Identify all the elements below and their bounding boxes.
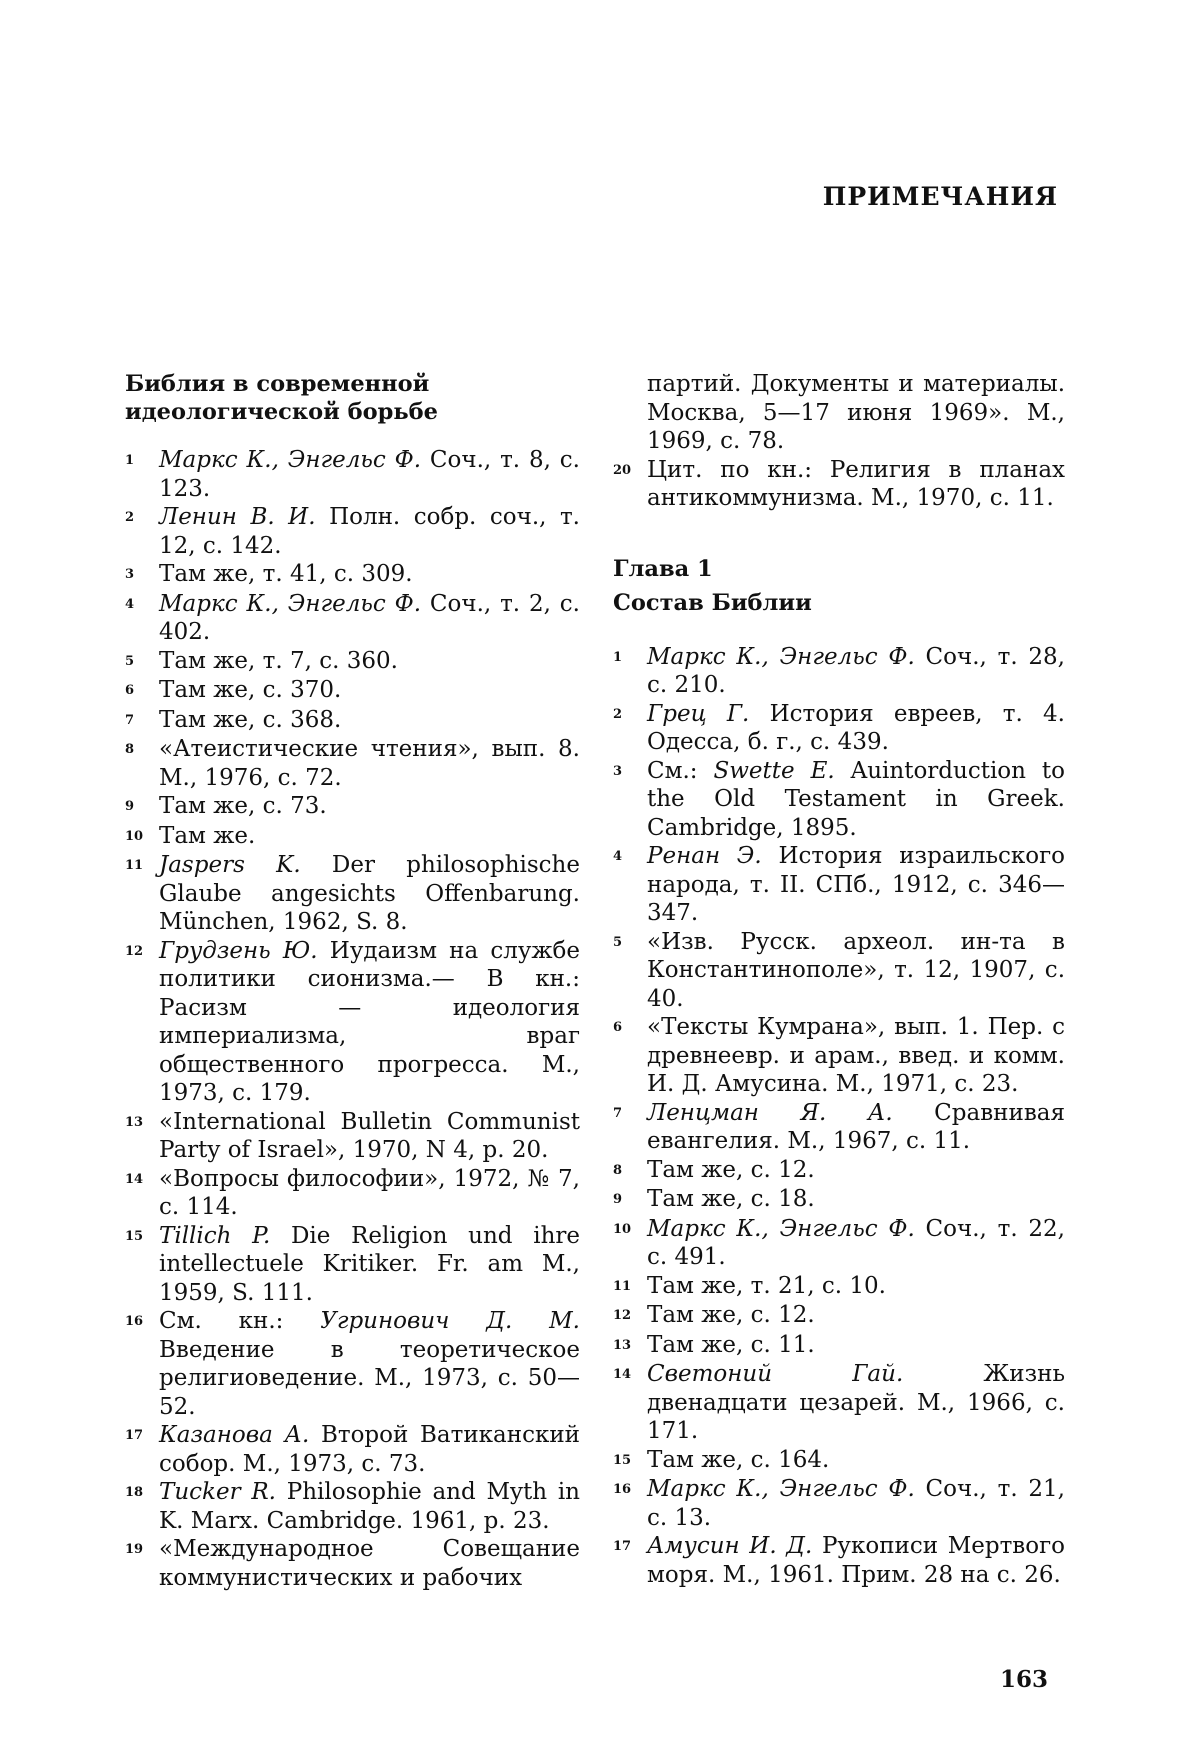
footnote-body: Жизнь двенадцати цезарей. М., 1966, с. 171.	[647, 1361, 1065, 1444]
footnote-author: Маркс К., Энгельс Ф.	[159, 447, 422, 473]
footnote	[125, 706, 580, 736]
footnote-text	[647, 1156, 1065, 1185]
footnote-number: 5	[613, 934, 623, 950]
footnote	[613, 928, 1065, 1014]
footnote	[613, 1185, 1065, 1215]
footnote-body: Там же, с. 164.	[647, 1446, 830, 1473]
footnote-body: История израильского народа, т. II. СПб., 1912, с. 346—347.	[647, 843, 1066, 926]
footnote	[613, 700, 1065, 757]
chapter-title: Состав Библии	[613, 589, 812, 616]
footnote-text	[159, 706, 580, 735]
footnote	[613, 1301, 1065, 1331]
footnote-number: 18	[125, 1485, 144, 1500]
footnote-text	[647, 700, 1065, 757]
footnote-body: Соч., т. 2, с. 402.	[159, 590, 580, 645]
footnote-text	[647, 1099, 1065, 1156]
footnote-number: 2	[613, 706, 623, 722]
footnote-body: Там же, с. 12.	[647, 1156, 815, 1183]
footnote-body: Соч., т. 22, с. 491.	[647, 1215, 1065, 1270]
footnote-text	[159, 1222, 580, 1308]
footnote-number: 19	[125, 1542, 144, 1557]
footnote-text	[159, 735, 580, 792]
footnote-body: Auintorduction to the Old Testament in Greek. Cambridge, 1895.	[647, 757, 1065, 841]
footnote-text	[647, 1475, 1065, 1532]
footnote-number: 15	[613, 1452, 632, 1468]
footnote-number: 10	[613, 1221, 632, 1237]
footnote	[613, 456, 1065, 513]
footnote	[613, 643, 1065, 700]
footnote-number: 14	[613, 1367, 632, 1382]
footnote-text	[647, 643, 1065, 700]
footnote	[125, 503, 580, 560]
footnote-number: 6	[613, 1020, 623, 1035]
footnote	[613, 1532, 1065, 1589]
footnote	[125, 446, 580, 503]
footnote-author: Маркс К., Энгельс Ф.	[647, 1476, 915, 1502]
footnote-body: Введение в теоретическое религиоведение. М., 1973, с. 50—52.	[159, 1336, 580, 1420]
footnote-body: Там же, т. 41, с. 309.	[159, 561, 413, 587]
footnote	[125, 792, 580, 822]
footnote-author: Swette E.	[713, 757, 835, 784]
footnote-number: 16	[125, 1314, 144, 1329]
footnote-number: 8	[613, 1162, 623, 1178]
footnote-body: Соч., т. 21, с. 13.	[647, 1476, 1065, 1531]
footnote	[613, 1475, 1065, 1532]
footnote	[125, 676, 580, 706]
footnote-text	[159, 1165, 580, 1222]
footnote-number: 14	[125, 1171, 144, 1187]
footnote-author: Светоний Гай.	[647, 1361, 904, 1387]
footnote-text	[159, 1535, 580, 1592]
footnote-text	[647, 1013, 1065, 1099]
footnote-author: Ренан Э.	[647, 843, 762, 869]
left-column	[125, 370, 580, 1592]
footnote-text	[647, 928, 1065, 1014]
footnote-number: 17	[125, 1428, 144, 1443]
left-notes-list	[125, 446, 580, 1592]
footnote-number: 4	[613, 849, 623, 864]
footnote	[125, 822, 580, 852]
footnote-body: «Тексты Кумрана», вып. 1. Пер. с древнеевр. и арам., введ. и комм. И. Д. Амусина. М., 1971, с. 23.	[647, 1014, 1065, 1097]
footnote	[613, 1215, 1065, 1272]
footnote-body: «Изв. Русск. археол. ин-та в Константинополе», т. 12, 1907, с. 40.	[647, 928, 1065, 1012]
footnote	[125, 1165, 580, 1222]
footnote-body: См. кн.:	[159, 1308, 321, 1334]
footnote-text	[647, 1331, 1065, 1360]
footnote	[125, 647, 580, 677]
footnote-number: 11	[125, 858, 144, 873]
footnote-text	[647, 1360, 1065, 1446]
footnote-number: 7	[613, 1105, 623, 1121]
footnote-text	[647, 1185, 1065, 1214]
footnote	[125, 735, 580, 792]
footnote-text	[159, 446, 580, 503]
footnote-number: 4	[125, 596, 135, 612]
footnote-body: Der philosophische Glaube angesichts Offenbarung. München, 1962, S. 8.	[159, 852, 580, 935]
footnote-body: Там же, с. 370.	[159, 677, 342, 703]
footnote	[613, 1446, 1065, 1476]
footnote-number: 13	[125, 1114, 144, 1130]
footnote	[613, 1156, 1065, 1186]
footnote-body: «Международное Совещание коммунистических и рабочих	[159, 1536, 580, 1591]
footnote-body: Там же, с. 73.	[159, 793, 327, 819]
right-notes-list	[613, 643, 1065, 1590]
footnote-number: 12	[613, 1308, 632, 1323]
section-title-line1: Библия в современной	[125, 371, 430, 397]
footnote-number: 16	[613, 1482, 632, 1497]
footnote-author: Маркс К., Энгельс Ф.	[647, 1215, 915, 1242]
footnote	[125, 1108, 580, 1165]
footnote-number: 7	[125, 712, 135, 728]
footnote	[125, 851, 580, 937]
footnote-text	[647, 757, 1065, 843]
footnote	[125, 590, 580, 647]
footnote	[125, 937, 580, 1108]
chapter-label: Глава 1	[613, 555, 713, 582]
footnote-number: 1	[613, 649, 623, 665]
footnote-text	[159, 851, 580, 937]
chapter-heading	[613, 555, 1065, 617]
footnote-body: Там же, с. 18.	[647, 1186, 815, 1212]
footnote	[613, 1272, 1065, 1302]
footnote-body: Полн. собр. соч., т. 12, с. 142.	[159, 504, 580, 559]
footnote-author: Tucker R.	[159, 1479, 276, 1505]
page-header: ПРИМЕЧАНИЯ	[822, 182, 1058, 211]
footnote-text	[159, 937, 580, 1108]
footnote-text	[159, 1108, 580, 1165]
footnote-author: Маркс К., Энгельс Ф.	[647, 643, 915, 670]
footnote-number: 15	[125, 1228, 144, 1244]
footnote	[613, 1360, 1065, 1446]
page-number: 163	[999, 1666, 1048, 1693]
footnote-text	[647, 1532, 1065, 1589]
footnote-text	[647, 1215, 1065, 1272]
footnote-author: Ленцман Я. А.	[647, 1099, 893, 1126]
footnote-number: 3	[125, 567, 135, 582]
footnote	[125, 1421, 580, 1478]
footnote-body: История евреев, т. 4. Одесса, б. г., с. 439.	[647, 700, 1065, 755]
footnote-number: 17	[613, 1539, 632, 1554]
footnote-author: Jaspers K.	[159, 852, 301, 878]
footnote-author: Грудзень Ю.	[159, 937, 318, 964]
footnote-number: 9	[125, 799, 135, 814]
footnote-text	[647, 1301, 1065, 1330]
footnote-number: 10	[125, 828, 144, 844]
footnote-author: Амусин И. Д.	[647, 1533, 813, 1559]
footnote-body: Там же, с. 12.	[647, 1302, 815, 1328]
footnote-number: 11	[613, 1278, 632, 1294]
footnote-text	[159, 590, 580, 647]
footnote-body: «Вопросы философии», 1972, № 7, с. 114.	[159, 1165, 580, 1220]
footnote	[613, 757, 1065, 843]
footnote-body: Там же, с. 368.	[159, 706, 342, 733]
footnote-body: Там же, с. 11.	[647, 1331, 815, 1358]
footnote-number: 9	[613, 1192, 623, 1207]
footnote-body: Рукописи Мертвого моря. М., 1961. Прим. 28 на с. 26.	[647, 1533, 1065, 1588]
footnote-author: Угринович Д. М.	[320, 1308, 580, 1334]
footnote-number: 2	[125, 510, 135, 525]
footnote-text	[159, 792, 580, 821]
footnote	[613, 1013, 1065, 1099]
footnote-number: 5	[125, 653, 135, 669]
footnote-text	[647, 1446, 1065, 1475]
footnote-body: Второй Ватиканский собор. М., 1973, с. 73.	[159, 1422, 581, 1477]
footnote-text: Цит. по кн.: Религия в планах антикоммунизма. М., 1970, с. 11.	[647, 456, 1065, 511]
footnote-text	[159, 1421, 580, 1478]
footnote-text	[159, 560, 580, 589]
footnote-author: Tillich P.	[159, 1222, 271, 1249]
footnote-text	[159, 1307, 580, 1421]
footnote	[125, 560, 580, 590]
footnote-body: Соч., т. 28, с. 210.	[647, 643, 1065, 698]
footnote	[613, 842, 1065, 928]
footnote-body: Там же, т. 21, с. 10.	[647, 1272, 886, 1299]
footnote-body: См.:	[647, 757, 714, 784]
note-continuation: партий. Документы и материалы. Москва, 5—17 июня 1969». М., 1969, с. 78.	[647, 371, 1065, 454]
footnote-text	[159, 1478, 580, 1535]
footnote-body: Die Religion und ihre intellectuele Kritiker. Fr. am M., 1959, S. 111.	[159, 1222, 581, 1306]
footnote	[125, 1535, 580, 1592]
footnote-number: 12	[125, 943, 144, 959]
footnote	[613, 1099, 1065, 1156]
footnote-body: «Атеистические чтения», вып. 8. М., 1976, с. 72.	[159, 736, 580, 791]
footnote-author: Маркс К., Энгельс Ф.	[159, 590, 422, 617]
footnote-text	[159, 676, 580, 705]
footnote-number: 1	[125, 453, 135, 468]
footnote-text	[159, 503, 580, 560]
footnote-author: Грец Г.	[647, 700, 750, 727]
footnote-author: Ленин В. И.	[159, 504, 316, 530]
footnote	[613, 1331, 1065, 1361]
footnote-author: Казанова А.	[159, 1422, 310, 1448]
footnote-text	[159, 647, 580, 676]
footnote-number: 20	[613, 462, 632, 478]
footnote-number: 6	[125, 683, 135, 698]
footnote-body: Соч., т. 8, с. 123.	[159, 447, 580, 502]
footnote-number: 8	[125, 742, 135, 757]
footnote	[125, 1478, 580, 1535]
footnote-number: 3	[613, 763, 623, 779]
footnote-number: 13	[613, 1337, 632, 1353]
footnote	[125, 1307, 580, 1421]
footnote-body: «International Bulletin Communist Party of Israel», 1970, N 4, p. 20.	[159, 1108, 580, 1163]
footnote-text	[159, 822, 580, 851]
footnote-text	[647, 1272, 1065, 1301]
section-title-line2: идеологической борьбе	[125, 399, 438, 425]
footnote-body: Philosophie and Myth in K. Marx. Cambridge. 1961, p. 23.	[159, 1479, 580, 1534]
footnote-body: Там же, т. 7, с. 360.	[159, 647, 398, 674]
footnote-body: Сравнивая евангелия. М., 1967, с. 11.	[647, 1099, 1065, 1154]
footnote	[125, 1222, 580, 1308]
footnote-body: Там же.	[159, 822, 256, 849]
right-column	[613, 370, 1065, 1589]
footnote-body: Иудаизм на службе политики сионизма.— В кн.: Расизм — идеология империализма, враг общественного прогресса. М., 1973, с. 179.	[159, 937, 580, 1106]
footnote-text	[647, 842, 1065, 928]
